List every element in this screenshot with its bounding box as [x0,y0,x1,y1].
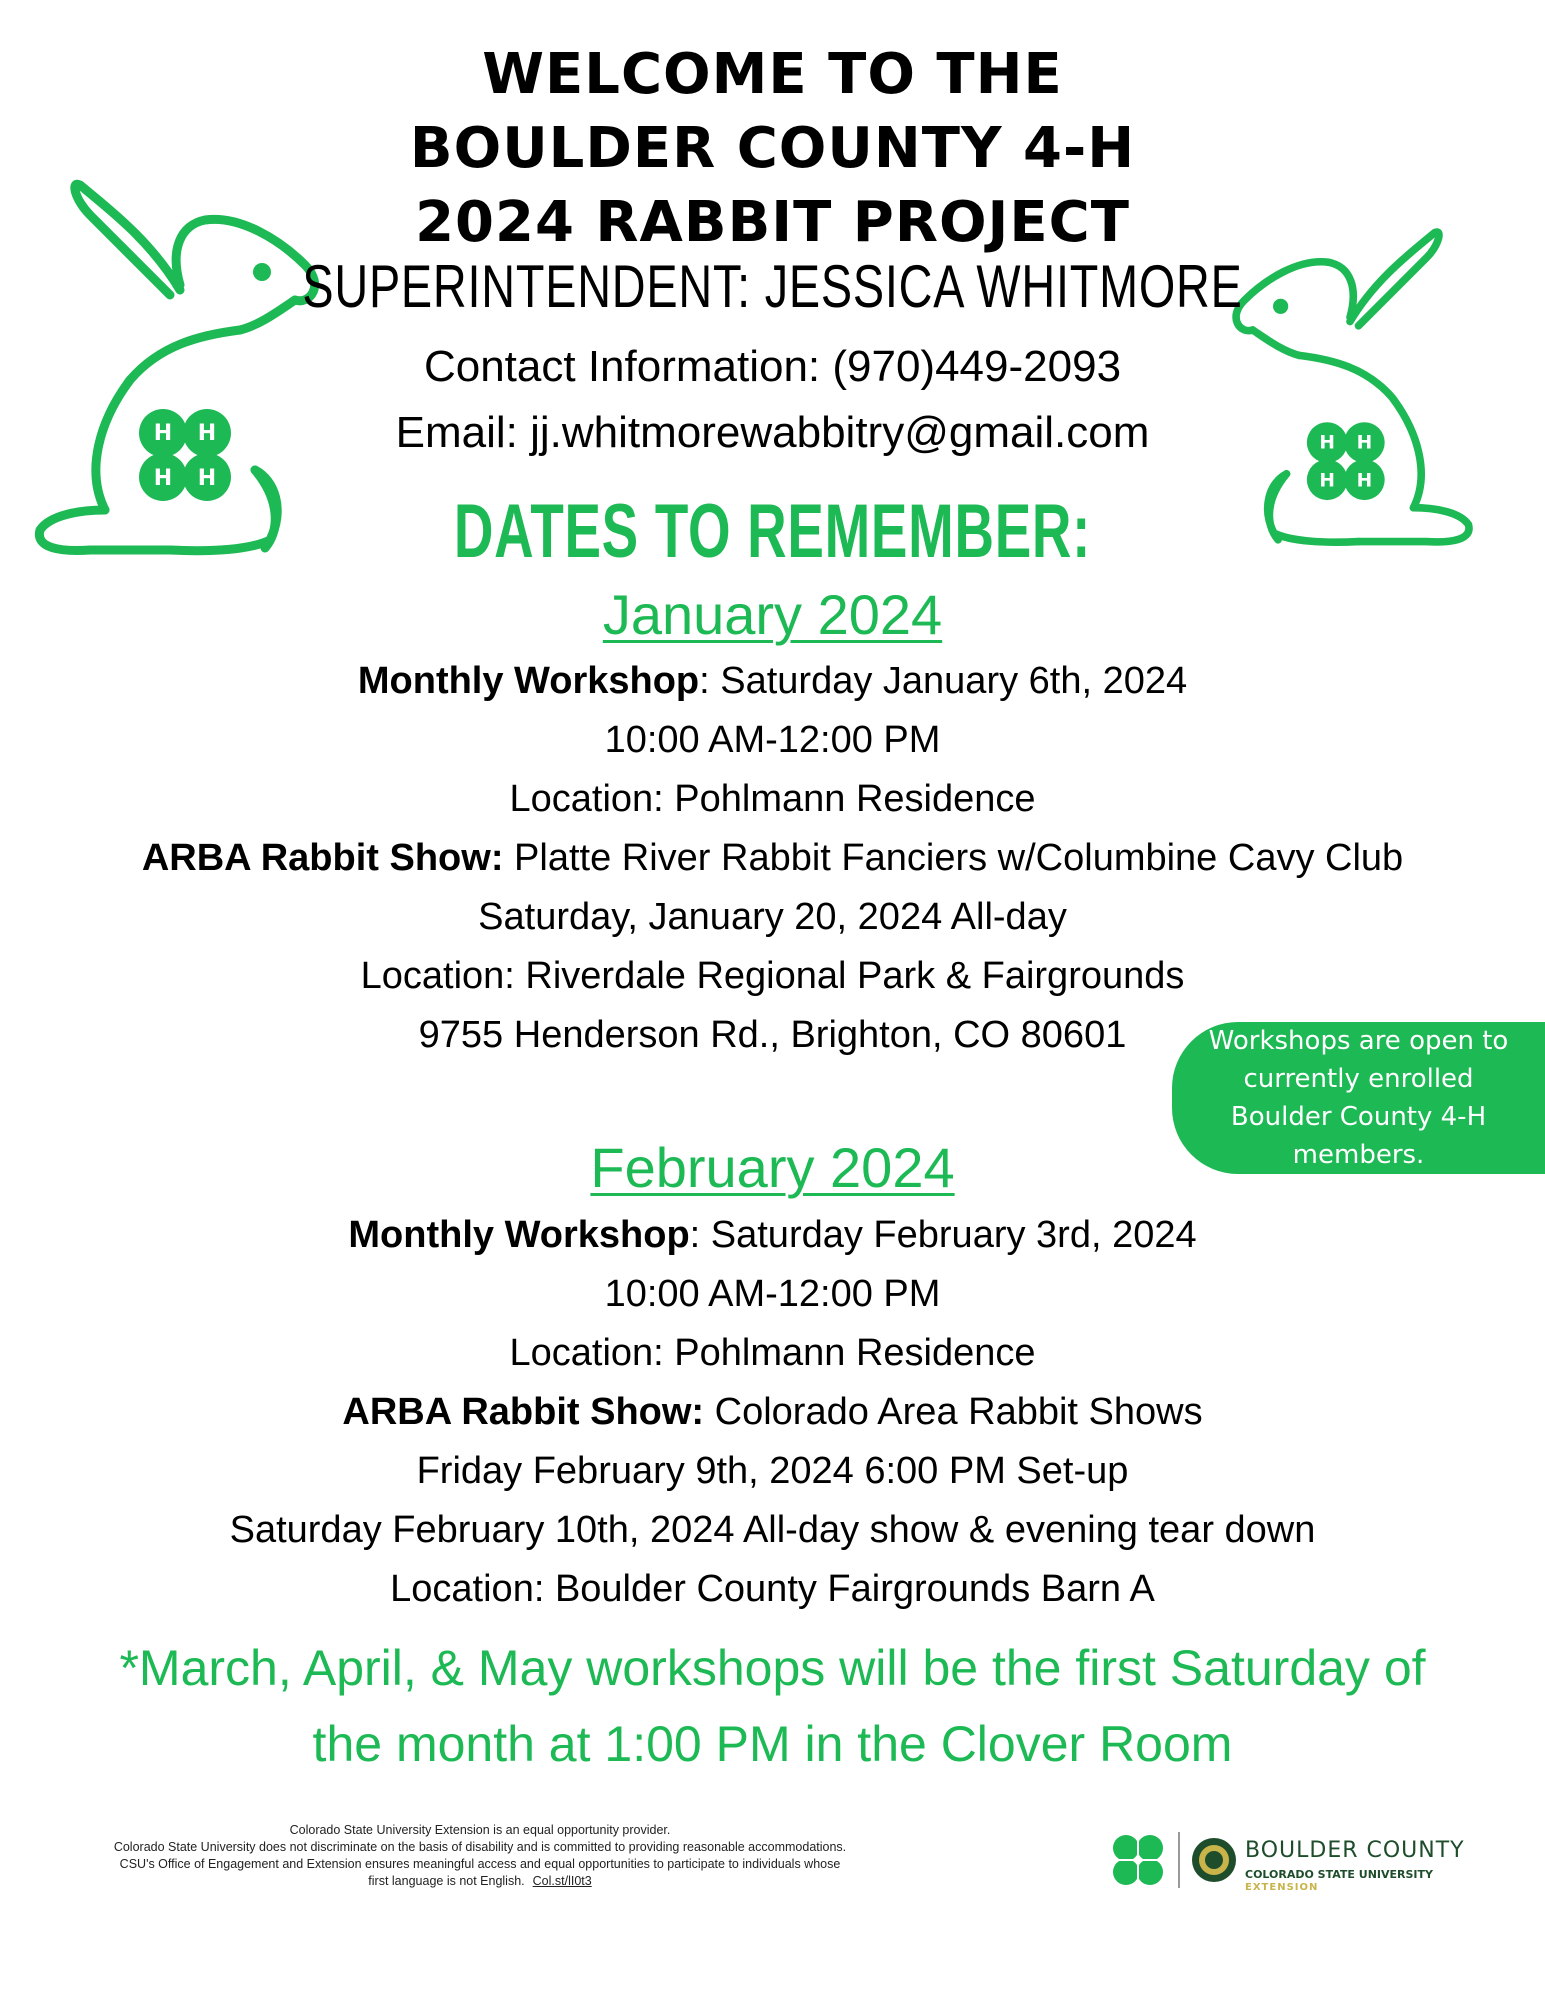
note-line-2: the month at 1:00 PM in the Clover Room [312,1716,1233,1772]
jan-show-label: ARBA Rabbit Show: [141,837,504,879]
jan-workshop-label: Monthly Workshop [357,660,700,702]
footer-link[interactable]: Col.st/lI0t3 [532,1874,592,1888]
feb-show-setup: Friday February 9th, 2024 6:00 PM Set-up [416,1450,1129,1492]
logo-extension: EXTENSION [1245,1882,1319,1893]
jan-show [0,829,1545,887]
email: Email: jj.whitmorewabbitry@gmail.com [395,408,1150,457]
jan-workshop-time: 10:00 AM-12:00 PM [604,719,941,761]
footer-disclaimer [40,1822,920,1890]
svg-text:H: H [1319,432,1335,454]
dates-heading: DATES TO REMEMBER: [453,489,1092,574]
footer-line-2: Colorado State University does not discriminate on the basis of disability and is committed to providing reasonable accommodations. [113,1840,847,1854]
svg-text:H: H [1356,432,1373,454]
boulder-county-csu-logo [1110,1820,1510,1900]
feb-workshop-time: 10:00 AM-12:00 PM [604,1273,941,1315]
feb-show-day: Saturday February 10th, 2024 All-day show & evening tear down [229,1509,1316,1551]
logo-org-name: BOULDER COUNTY [1245,1838,1465,1863]
note-line-1: *March, April, & May workshops will be the first Saturday of [119,1640,1426,1696]
svg-text:H: H [153,466,173,491]
title-line-3: 2024 RABBIT PROJECT [415,190,1130,255]
feb-workshop [0,1206,1545,1264]
badge-text: Workshops are open to currently enrolled Boulder County 4-H members. [1208,1026,1509,1170]
jan-workshop [0,652,1545,710]
footer-line-4-wrap [40,1873,920,1890]
svg-text:H: H [1356,470,1373,492]
jan-show-location: Location: Riverdale Regional Park & Fairgrounds [360,955,1185,997]
title-line-2: BOULDER COUNTY 4-H [409,116,1136,181]
feb-show-name: Colorado Area Rabbit Shows [704,1391,1203,1433]
footer-line-4: first language is not English. [368,1874,525,1888]
title-line-1: WELCOME TO THE [482,42,1063,107]
svg-text:H: H [1319,470,1335,492]
4h-clover-logo-icon [1110,1832,1166,1888]
footer-line-3: CSU's Office of Engagement and Extension ensures meaningful access and equal opportunities to participate to individuals whose [119,1857,841,1871]
logo-divider [1178,1832,1180,1888]
logo-university: COLORADO STATE UNIVERSITY [1245,1868,1433,1881]
feb-workshop-label: Monthly Workshop [348,1214,690,1256]
jan-workshop-date: : Saturday January 6th, 2024 [699,660,1188,702]
svg-text:H: H [197,421,217,446]
month-february: February 2024 [590,1136,955,1199]
feb-show-location: Location: Boulder County Fairgrounds Barn A [390,1568,1155,1610]
feb-workshop-location: Location: Pohlmann Residence [509,1332,1036,1374]
feb-show [0,1383,1545,1441]
superintendent: SUPERINTENDENT: JESSICA WHITMORE [302,253,1243,320]
footer-line-1: Colorado State University Extension is an equal opportunity provider. [289,1823,671,1837]
jan-show-address: 9755 Henderson Rd., Brighton, CO 80601 [418,1014,1127,1056]
jan-show-name: Platte River Rabbit Fanciers w/Columbine Cavy Club [503,837,1404,879]
contact-info: Contact Information: (970)449-2093 [423,342,1122,391]
feb-show-label: ARBA Rabbit Show: [342,1391,705,1433]
svg-text:H: H [197,466,217,491]
month-january: January 2024 [602,583,943,646]
jan-show-date: Saturday, January 20, 2024 All-day [478,896,1067,938]
feb-workshop-date: : Saturday February 3rd, 2024 [689,1214,1197,1256]
csu-ram-logo-icon [1190,1836,1238,1884]
jan-workshop-location: Location: Pohlmann Residence [509,778,1036,820]
svg-text:H: H [153,421,173,446]
